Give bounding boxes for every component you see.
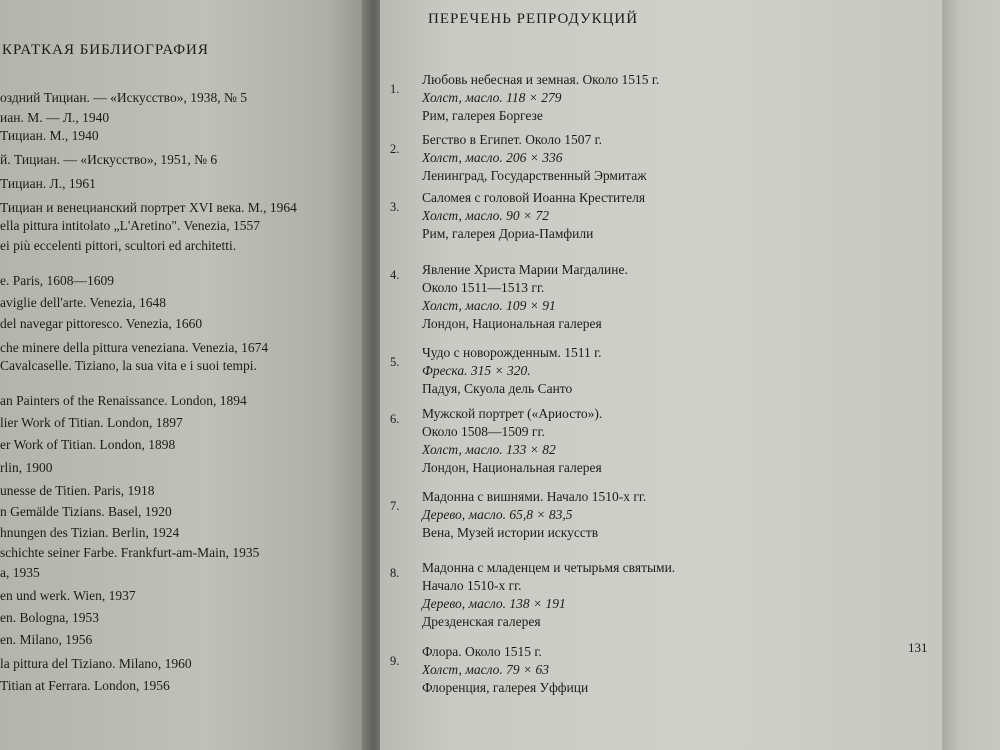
- page-number: 131: [908, 640, 928, 655]
- entry-line: Мадонна с вишнями. Начало 1510-х гг.: [422, 489, 647, 504]
- bibliography-line: unesse de Titien. Paris, 1918: [0, 483, 155, 498]
- entry-number: 2.: [390, 142, 400, 156]
- entry-number: 6.: [390, 412, 400, 426]
- bibliography-line: a, 1935: [0, 565, 40, 580]
- entry-line: Дерево, масло. 138 × 191: [422, 596, 566, 611]
- entry-line: Около 1508—1509 гг.: [422, 424, 545, 439]
- bibliography-line: che minere della pittura veneziana. Venezia, 1674: [0, 340, 269, 355]
- bibliography-line: ei più eccelenti pittori, scultori ed architetti.: [0, 238, 237, 253]
- left-page-heading: КРАТКАЯ БИБЛИОГРАФИЯ: [2, 42, 209, 58]
- entry-line: Саломея с головой Иоанна Крестителя: [422, 190, 646, 205]
- entry-line: Ленинград, Государственный Эрмитаж: [422, 168, 647, 183]
- bibliography-line: e. Paris, 1608—1609: [0, 273, 114, 288]
- entry-line: Рим, галерея Боргезе: [422, 108, 543, 123]
- right-page: [380, 0, 942, 750]
- entry-line: Рим, галерея Дориа-Памфили: [422, 226, 594, 241]
- bibliography-line: Тициан. М., 1940: [0, 128, 99, 143]
- entry-line: Флора. Около 1515 г.: [422, 644, 542, 659]
- entry-line: Около 1511—1513 гг.: [422, 280, 545, 295]
- bibliography-line: оздний Тициан. — «Искусство», 1938, № 5: [0, 90, 247, 105]
- bibliography-line: la pittura del Tiziano. Milano, 1960: [0, 656, 192, 671]
- bibliography-line: Cavalcaselle. Tiziano, la sua vita e i suoi tempi.: [0, 358, 257, 373]
- entry-line: Падуя, Скуола дель Санто: [422, 381, 573, 396]
- bibliography-line: hnungen des Tizian. Berlin, 1924: [0, 525, 180, 540]
- entry-line: Любовь небесная и земная. Около 1515 г.: [422, 72, 660, 87]
- page-edge: [942, 0, 1000, 750]
- entry-number: 8.: [390, 566, 400, 580]
- bibliography-line: rlin, 1900: [0, 460, 53, 475]
- entry-line: Чудо с новорожденным. 1511 г.: [422, 345, 602, 360]
- bibliography-line: Titian at Ferrara. London, 1956: [0, 678, 170, 693]
- left-page: [0, 0, 372, 750]
- entry-line: Лондон, Национальная галерея: [422, 316, 602, 331]
- bibliography-line: aviglie dell'arte. Venezia, 1648: [0, 295, 166, 310]
- entry-line: Дрезденская галерея: [422, 614, 541, 629]
- entry-number: 5.: [390, 355, 400, 369]
- bibliography-line: er Work of Titian. London, 1898: [0, 437, 176, 452]
- entry-number: 7.: [390, 499, 400, 513]
- entry-line: Холст, масло. 118 × 279: [422, 90, 562, 105]
- bibliography-line: ella pittura intitolato „L'Aretino". Venezia, 1557: [0, 218, 260, 233]
- bibliography-line: an Painters of the Renaissance. London, 1894: [0, 393, 247, 408]
- entry-line: Мадонна с младенцем и четырьмя святыми.: [422, 560, 676, 575]
- bibliography-line: lier Work of Titian. London, 1897: [0, 415, 183, 430]
- bibliography-line: en. Bologna, 1953: [0, 610, 99, 625]
- entry-line: Холст, масло. 79 × 63: [422, 662, 550, 677]
- entry-line: Холст, масло. 90 × 72: [422, 208, 550, 223]
- entry-line: Дерево, масло. 65,8 × 83,5: [422, 507, 573, 522]
- bibliography-line: Тициан и венецианский портрет XVI века. М., 1964: [0, 200, 297, 215]
- entry-line: Мужской портрет («Ариосто»).: [422, 406, 603, 421]
- entry-line: Фреска. 315 × 320.: [422, 363, 531, 378]
- bibliography-line: иан. М. — Л., 1940: [0, 110, 110, 125]
- entry-line: Флоренция, галерея Уффици: [422, 680, 589, 695]
- entry-line: Холст, масло. 133 × 82: [422, 442, 556, 457]
- entry-number: 1.: [390, 82, 400, 96]
- bibliography-line: en und werk. Wien, 1937: [0, 588, 136, 603]
- entry-number: 3.: [390, 200, 400, 214]
- bibliography-line: Тициан. Л., 1961: [0, 176, 96, 191]
- right-page-heading: ПЕРЕЧЕНЬ РЕПРОДУКЦИЙ: [428, 11, 639, 27]
- entry-number: 4.: [390, 268, 400, 282]
- bibliography-line: en. Milano, 1956: [0, 632, 93, 647]
- entry-line: Лондон, Национальная галерея: [422, 460, 602, 475]
- entry-number: 9.: [390, 654, 400, 668]
- bibliography-line: й. Тициан. — «Искусство», 1951, № 6: [0, 152, 218, 167]
- bibliography-line: del navegar pittoresco. Venezia, 1660: [0, 316, 203, 331]
- entry-line: Вена, Музей истории искусств: [422, 525, 599, 540]
- bibliography-line: n Gemälde Tizians. Basel, 1920: [0, 504, 172, 519]
- entry-line: Начало 1510-х гг.: [422, 578, 522, 593]
- entry-line: Холст, масло. 206 × 336: [422, 150, 563, 165]
- entry-line: Бегство в Египет. Около 1507 г.: [422, 132, 603, 147]
- bibliography-line: schichte seiner Farbe. Frankfurt-am-Main, 1935: [0, 545, 260, 560]
- entry-line: Холст, масло. 109 × 91: [422, 298, 556, 313]
- entry-line: Явление Христа Марии Магдалине.: [422, 262, 628, 277]
